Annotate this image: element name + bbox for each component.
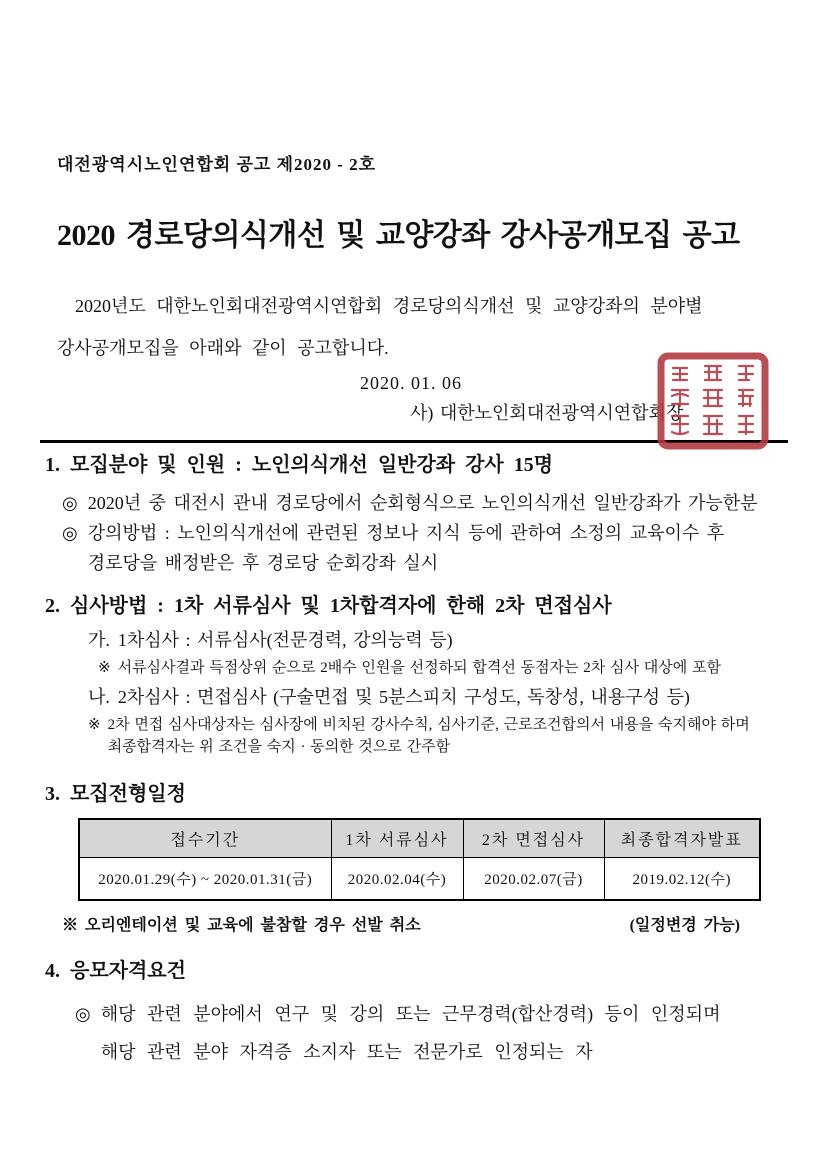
list-item bbox=[88, 684, 825, 710]
footnote-text: ※ 오리엔테이션 및 교육에 불참할 경우 선발 취소 bbox=[62, 917, 421, 934]
section-4-heading: 4. 응모자격요건 bbox=[45, 960, 186, 982]
table-cell: 2019.02.12(수) bbox=[604, 857, 760, 900]
item-label: 가. bbox=[88, 630, 110, 650]
item-label: 나. bbox=[88, 687, 110, 707]
table-cell: 2020.01.29(수) ~ 2020.01.31(금) bbox=[79, 857, 331, 900]
footnote-text: 서류심사결과 득점상위 순으로 2배수 인원을 선정하되 합격선 동점자는 2차 심사 대상에 포함 bbox=[117, 660, 721, 676]
item-text: 2차심사 : 면접심사 (구술면접 및 5분스피치 구성도, 독창성, 내용구성 등) bbox=[117, 687, 690, 707]
footnote-remark: (일정변경 가능) bbox=[629, 917, 740, 934]
footnote bbox=[88, 714, 795, 758]
intro-line-2: 강사공개모집을 아래와 같이 공고합니다. bbox=[57, 338, 389, 358]
section-1-body bbox=[0, 488, 825, 578]
list-item bbox=[62, 488, 785, 518]
bullet-text: 경로당을 배정받은 후 경로당 순회강좌 실시 bbox=[87, 553, 439, 573]
table-cell: 2020.02.07(금) bbox=[463, 857, 604, 900]
section-1-heading: 1. 모집분야 및 인원 : 노인의식개선 일반강좌 강사 15명 bbox=[45, 454, 554, 476]
schedule-table bbox=[78, 818, 761, 901]
footnote-text: 2차 면접 심사대상자는 심사장에 비치된 강사수칙, 심사기준, 근로조건합의서 내용을 숙지해야 하며 bbox=[107, 717, 750, 733]
list-item bbox=[88, 627, 825, 653]
double-circle-bullet-icon: ◎ bbox=[75, 1004, 91, 1024]
official-seal-stamp-icon bbox=[657, 352, 769, 450]
item-text: 1차심사 : 서류심사(전문경력, 강의능력 등) bbox=[117, 630, 453, 650]
document-reference-number: 대전광역시노인연합회 공고 제2020 - 2호 bbox=[57, 155, 377, 174]
bullet-text: 해당 관련 분야에서 연구 및 강의 또는 근무경력(합산경력) 등이 인정되며 bbox=[100, 1004, 721, 1024]
bullet-text: 강의방법 : 노인의식개선에 관련된 정보나 지식 등에 관하여 소정의 교육이수 후 bbox=[87, 523, 725, 543]
bullet-text: 2020년 중 대전시 관내 경로당에서 순회형식으로 노인의식개선 일반강좌가 가능한분 bbox=[87, 493, 758, 513]
table-footnote bbox=[62, 914, 740, 937]
signer-name: 사) 대한노인회대전광역시연합회장 bbox=[410, 403, 684, 423]
column-header: 접수기간 bbox=[79, 819, 331, 857]
column-header: 최종합격자발표 bbox=[604, 819, 760, 857]
section-3-heading: 3. 모집전형일정 bbox=[45, 783, 186, 805]
announcement-date: 2020. 01. 06 bbox=[360, 373, 462, 393]
section-2-heading: 2. 심사방법 : 1차 서류심사 및 1차합격자에 한해 2차 면접심사 bbox=[45, 595, 612, 617]
bullet-text: 해당 관련 분야 자격증 소지자 또는 전문가로 인정되는 자 bbox=[100, 1042, 593, 1062]
table-cell: 2020.02.04(수) bbox=[331, 857, 463, 900]
reference-mark-icon: ※ bbox=[88, 717, 101, 733]
footnote-text: 최종합격자는 위 조건을 숙지 · 동의한 것으로 간주함 bbox=[107, 739, 451, 755]
column-header: 1차 서류심사 bbox=[331, 819, 463, 857]
double-circle-bullet-icon: ◎ bbox=[62, 493, 78, 513]
column-header: 2차 면접심사 bbox=[463, 819, 604, 857]
intro-line-1: 2020년도 대한노인회대전광역시연합회 경로당의식개선 및 교양강좌의 분야별 bbox=[75, 296, 703, 316]
footnote bbox=[98, 657, 795, 679]
table-row bbox=[79, 857, 760, 900]
table-header-row bbox=[79, 819, 760, 857]
list-item bbox=[75, 995, 785, 1071]
double-circle-bullet-icon: ◎ bbox=[62, 523, 78, 543]
list-item bbox=[62, 518, 785, 578]
reference-mark-icon: ※ bbox=[98, 660, 111, 676]
document-title: 2020 경로당의식개선 및 교양강좌 강사공개모집 공고 bbox=[57, 219, 740, 252]
